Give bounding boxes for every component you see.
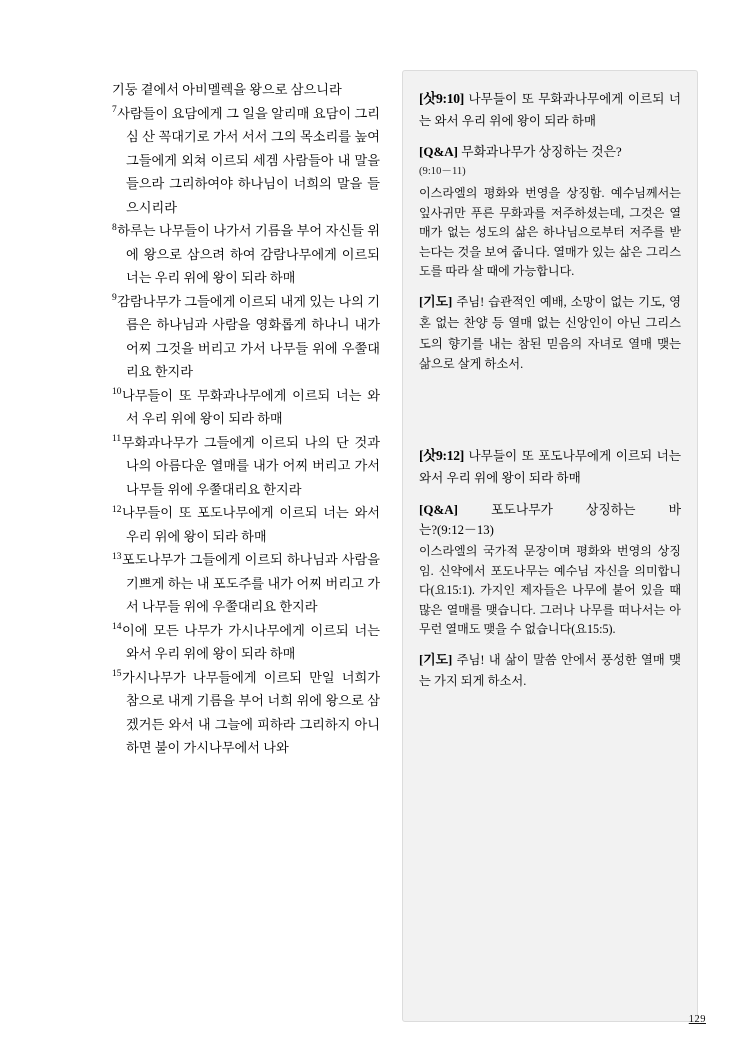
reference-text: 나무들이 또 무화과나무에게 이르되 너는 와서 우리 위에 왕이 되라 하매 (419, 92, 681, 128)
qa-answer: 이스라엘의 평화와 번영을 상징함. 예수님께서는 잎사귀만 푸른 무화과를 저주하셨는데, 그것은 열매가 없는 성도의 삶은 하나님으로부터 저주를 받는다는 것을 보여 줍니다. 열매가 있는 삶은 그리스도를 따라 살 때에 가능합니다. (419, 186, 681, 279)
verse-text: 가시나무가 나무들에게 이르되 만일 너희가 참으로 내게 기름을 부어 너희 위에 왕으로 삼겠거든 와서 내 그늘에 피하라 그리하지 아니하면 불이 가시나무에서 나와 (122, 669, 380, 755)
verse-number: 13 (112, 551, 122, 562)
verse-text: 하루는 나무들이 나가서 기름을 부어 자신들 위에 왕으로 삼으려 하여 감람나무에게 이르되 너는 우리 위에 왕이 되라 하매 (117, 223, 380, 285)
prayer-text: 주님! 습관적인 예배, 소망이 없는 기도, 영혼 없는 찬양 등 열매 없는 신앙인이 아닌 그리스도의 향기를 내는 참된 믿음의 자녀로 열매 맺는 삶으로 살게 하소서. (419, 294, 682, 371)
verse-9 (112, 290, 380, 384)
qa-question-word-1: 포도나무가 (491, 502, 553, 517)
verse-14 (112, 619, 380, 666)
scripture-reference-line (419, 87, 681, 132)
verse-13 (112, 548, 380, 619)
qa-question-word-3: 바 (668, 502, 681, 517)
verse-number: 14 (112, 622, 122, 633)
verse-number: 15 (112, 669, 122, 680)
verse-15 (112, 666, 380, 760)
qa-label: [Q&A] (419, 501, 458, 517)
reference-tag: [삿9:12] (419, 448, 465, 464)
verse-text: 포도나무가 그들에게 이르되 하나님과 사람을 기쁘게 하는 내 포도주를 내가 어찌 버리고 가서 나무들 위에 우쭐대리요 한지라 (122, 552, 380, 614)
reference-text: 나무들이 또 포도나무에게 이르되 너는 와서 우리 위에 왕이 되라 하매 (419, 449, 681, 485)
verse-7 (112, 102, 380, 220)
verse-text: 나무들이 또 무화과나무에게 이르되 너는 와서 우리 위에 왕이 되라 하매 (122, 387, 380, 426)
scripture-column (112, 78, 380, 760)
verse-number: 9 (112, 293, 117, 304)
verse-8 (112, 219, 380, 290)
commentary-note-2 (419, 444, 681, 691)
qa-question-word-2: 상징하는 (586, 502, 636, 517)
prayer-paragraph (419, 650, 681, 692)
verse-text: 무화과나무가 그들에게 이르되 나의 단 것과 나의 아름다운 열매를 내가 어찌 버리고 가서 나무들 위에 우쭐대리요 한지라 (121, 434, 380, 497)
qa-label: [Q&A] (419, 144, 458, 160)
verse-10 (112, 384, 380, 431)
verse-12 (112, 501, 380, 548)
verse-text: 감람나무가 그들에게 이르되 내게 있는 나의 기름은 하나님과 사람을 영화롭게 하나니 내가 어찌 그것을 버리고 가서 나무들 위에 우쭐대리요 한지라 (117, 293, 380, 379)
verse-text: 이에 모든 나무가 가시나무에게 이르되 너는 와서 우리 위에 왕이 되라 하매 (122, 622, 380, 661)
qa-verse-range: (9:10－11) (419, 166, 466, 178)
verse-number: 8 (112, 222, 117, 233)
prayer-label: [기도] (419, 294, 453, 309)
verse-text: 나무들이 또 포도나무에게 이르되 너는 와서 우리 위에 왕이 되라 하매 (122, 505, 380, 544)
reference-tag: [삿9:10] (419, 91, 465, 106)
commentary-panel (402, 70, 698, 1022)
scripture-reference-line (419, 444, 681, 489)
verse-number: 11 (112, 434, 122, 445)
verse-number: 10 (112, 387, 122, 398)
verse-number: 7 (112, 105, 117, 116)
qa-question-tail: 는?(9:12－13) (419, 523, 494, 538)
qa-heading (419, 142, 681, 163)
verse-11 (112, 431, 380, 502)
verse-number: 12 (112, 504, 122, 515)
prayer-label: [기도] (419, 652, 453, 667)
page-number: 129 (688, 1014, 706, 1025)
qa-heading (419, 500, 681, 541)
prayer-paragraph (419, 292, 681, 374)
commentary-note-1 (419, 87, 681, 374)
scripture-opening: 기둥 곁에서 아비멜렉을 왕으로 삼으니라 (112, 82, 342, 97)
prayer-text: 주님! 내 삶이 말씀 안에서 풍성한 열매 맺는 가지 되게 하소서. (419, 652, 681, 689)
verse-text: 사람들이 요담에게 그 일을 알리매 요담이 그리심 산 꼭대기로 가서 서서 그의 목소리를 높여 그들에게 외쳐 이르되 세겜 사람들아 내 말을 들으라 그리하여야 하나님이 너희의 말을 들으시리라 (117, 105, 380, 215)
qa-question: 무화과나무가 상징하는 것은? (461, 145, 622, 160)
note-separator (419, 388, 681, 444)
qa-answer: 이스라엘의 국가적 문장이며 평화와 번영의 상징 임. 신약에서 포도나무는 예수님 자신을 의미합니다(요15:1). 가지인 제자들은 나무에 붙어 있을 때 많은 열매를 맺습니다. 그러나 나무를 떠나서는 아무런 열매도 맺을 수 없습니다(요15:5). (419, 543, 681, 637)
